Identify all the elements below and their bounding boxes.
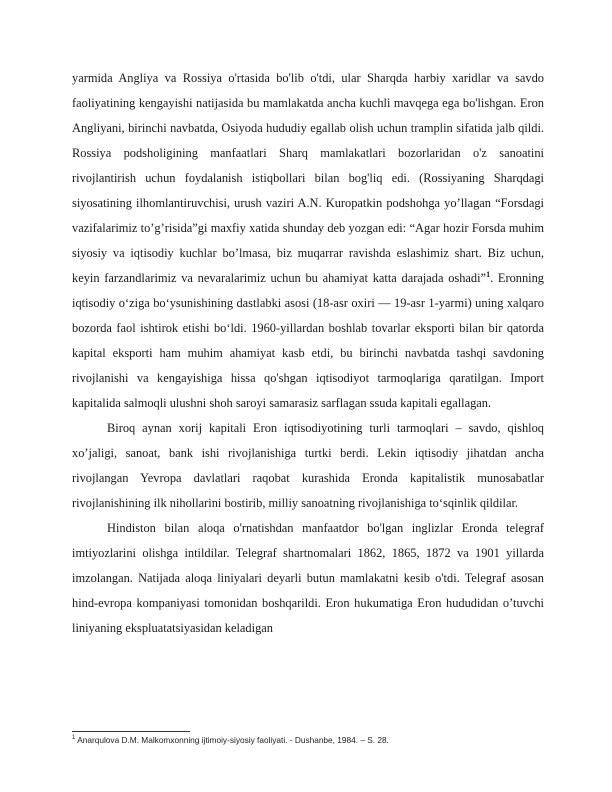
footnote-text: Anarqulova D.M. Malkomxonning ijtimoiy-siyosiy faoliyati. - Dushanbe, 1984. – S. 28. [77, 735, 389, 745]
paragraph-1-text-before: yarmida Angliya va Rossiya o'rtasida bo'lib o'tdi, ular Sharqda harbiy xaridlar va savdo faoliyatining kengayishi natijasida bu mamlakatda ancha kuchli mavqega ega bo'lishgan. Eron Angliyani, birinchi navbatda, Osiyoda hududiy egallab olish uchun tramplin sifatida jalb qildi. Rossiya podsholigining manfaatlari Sharq mamlakatlari bozorlaridan o'z sanoatini rivojlantirish uchun foydalanish istiqbollari bilan bog'liq edi. (Rossiyaning Sharqdagi siyosatining ilhomlantiruvchisi, urush vaziri A.N. Kuropatkin podshohga yo’llagan “Forsdagi vazifalarimiz to’g’risida”gi maxfiy xatida shunday deb yozgan edi: “Agar hozir Forsda muhim siyosiy va iqtisodiy kuchlar bo’lmasa, biz muqarrar ravishda eslashimiz shart. Biz uchun, keyin farzandlarimiz va nevaralarimiz uchun bu ahamiyat katta darajada oshadi” [72, 71, 544, 285]
paragraph-3: Hindiston bilan aloqa o'rnatishdan manfaatdor bo'lgan inglizlar Eronda telegraf imtiyozlarini olishga intildilar. Telegraf shartnomalari 1862, 1865, 1872 va 1901 yillarda imzolangan. Natijada aloqa liniyalari deyarli butun mamlakatni kesib o'tdi. Telegraf asosan hind-evropa kompaniyasi tomonidan boshqarildi. Eron hukumatiga Eron hududidan o’tuvchi liniyaning ekspluatatsiyasidan keladigan [72, 521, 544, 635]
footnote-divider [72, 731, 190, 732]
paragraph-1 [72, 66, 544, 416]
footnote [72, 734, 544, 746]
footnote-number: 1 [72, 735, 76, 742]
footnote-reference[interactable]: 1 [486, 269, 491, 279]
paragraph-2: Biroq aynan xorij kapitali Eron iqtisodiyotining turli tarmoqlari – savdo, qishloq xo’jaligi, sanoat, bank ishi rivojlanishiga turtki berdi. Lekin iqtisodiy jihatdan ancha rivojlangan Yevropa davlatlari raqobat kurashida Eronda kapitalistik munosabatlar rivojlanishining ilk nihollarini bostirib, milliy sanoatning rivojlanishiga to‘sqinlik qildilar. [72, 421, 544, 510]
page-body [72, 66, 544, 641]
paragraph-1-text-after: . Eronning iqtisodiy o‘ziga bo‘ysunishining dastlabki asosi (18-asr oxiri — 19-asr 1-yarmi) uning xalqaro bozorda faol ishtirok etishi bo‘ldi. 1960-yillardan boshlab tovarlar eksporti bilan bir qatorda kapital eksporti ham muhim ahamiyat kasb etdi, bu birinchi navbatda tashqi savdoning rivojlanishi va kengayishiga hissa qo'shgan iqtisodiyot tarmoqlariga qaratilgan. Import kapitalida salmoqli ulushni shoh saroyi samarasiz sarflagan ssuda kapitali egallagan. [72, 271, 544, 410]
